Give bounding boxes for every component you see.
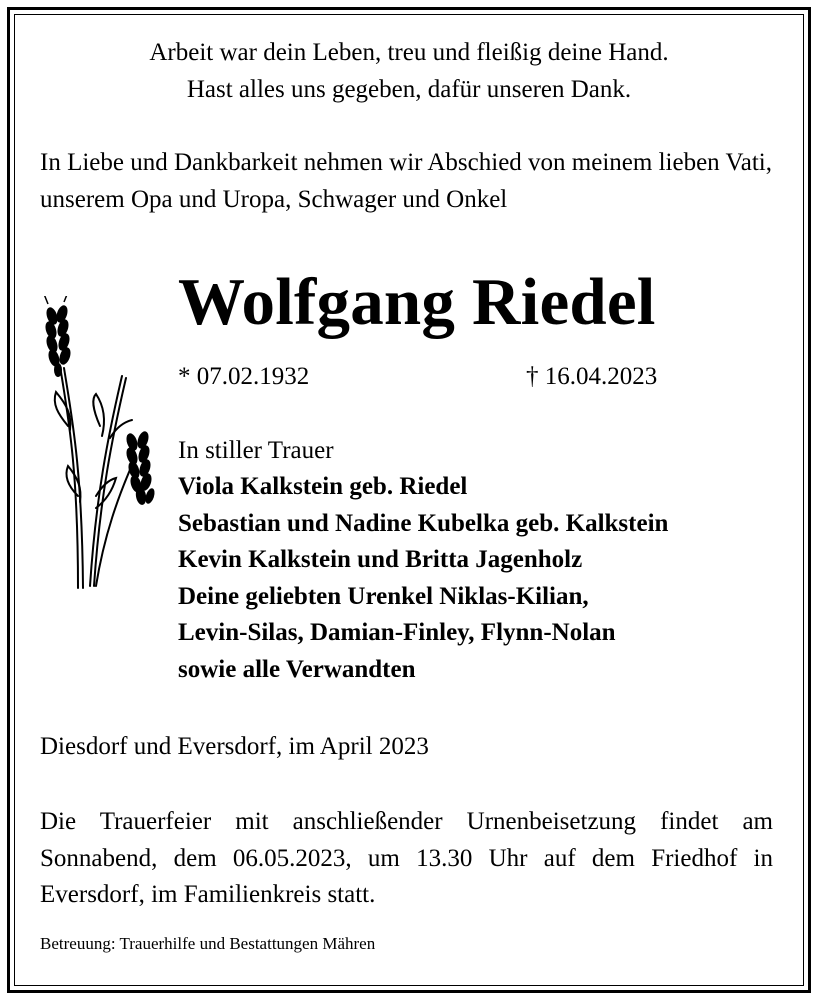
farewell-intro: In Liebe und Dankbarkeit nehmen wir Abschied von meinem lieben Vati, unserem Opa und Uropa, Schwager und Onkel: [40, 149, 772, 213]
family-line: Viola Kalkstein geb. Riedel: [178, 473, 468, 500]
family-line: Levin-Silas, Damian-Finley, Flynn-Nolan: [178, 619, 616, 646]
family-list: [178, 469, 668, 688]
family-line: Sebastian und Nadine Kubelka geb. Kalkstein: [178, 509, 669, 537]
poem-line-1: Arbeit war dein Leben, treu und fleißig deine Hand.: [149, 39, 669, 66]
poem-line-2: Hast alles uns gegeben, dafür unseren Dank.: [186, 76, 632, 103]
death-date: † 16.04.2023: [526, 363, 658, 390]
service-details: Die Trauerfeier mit anschließender Urnenbeisetzung findet am Sonnabend, dem 06.05.2023, um 13.30 Uhr auf dem Friedhof in Eversdorf, im Familienkreis statt.: [40, 808, 773, 908]
family-line: Deine geliebten Urenkel Niklas-Kilian,: [178, 582, 589, 610]
place-and-date: Diesdorf und Eversdorf, im April 2023: [40, 733, 429, 760]
deceased-name: Wolfgang Riedel: [178, 265, 656, 339]
family-line: sowie alle Verwandten: [178, 655, 416, 683]
funeral-home-credit: Betreuung: Trauerhilfe und Bestattungen Mähren: [40, 934, 376, 953]
birth-date: * 07.02.1932: [178, 363, 310, 390]
memorial-poem: [0, 34, 818, 108]
wheat-ears-icon: [38, 296, 168, 592]
mourning-label: In stiller Trauer: [178, 437, 334, 464]
family-line: Kevin Kalkstein und Britta Jagenholz: [178, 546, 583, 573]
